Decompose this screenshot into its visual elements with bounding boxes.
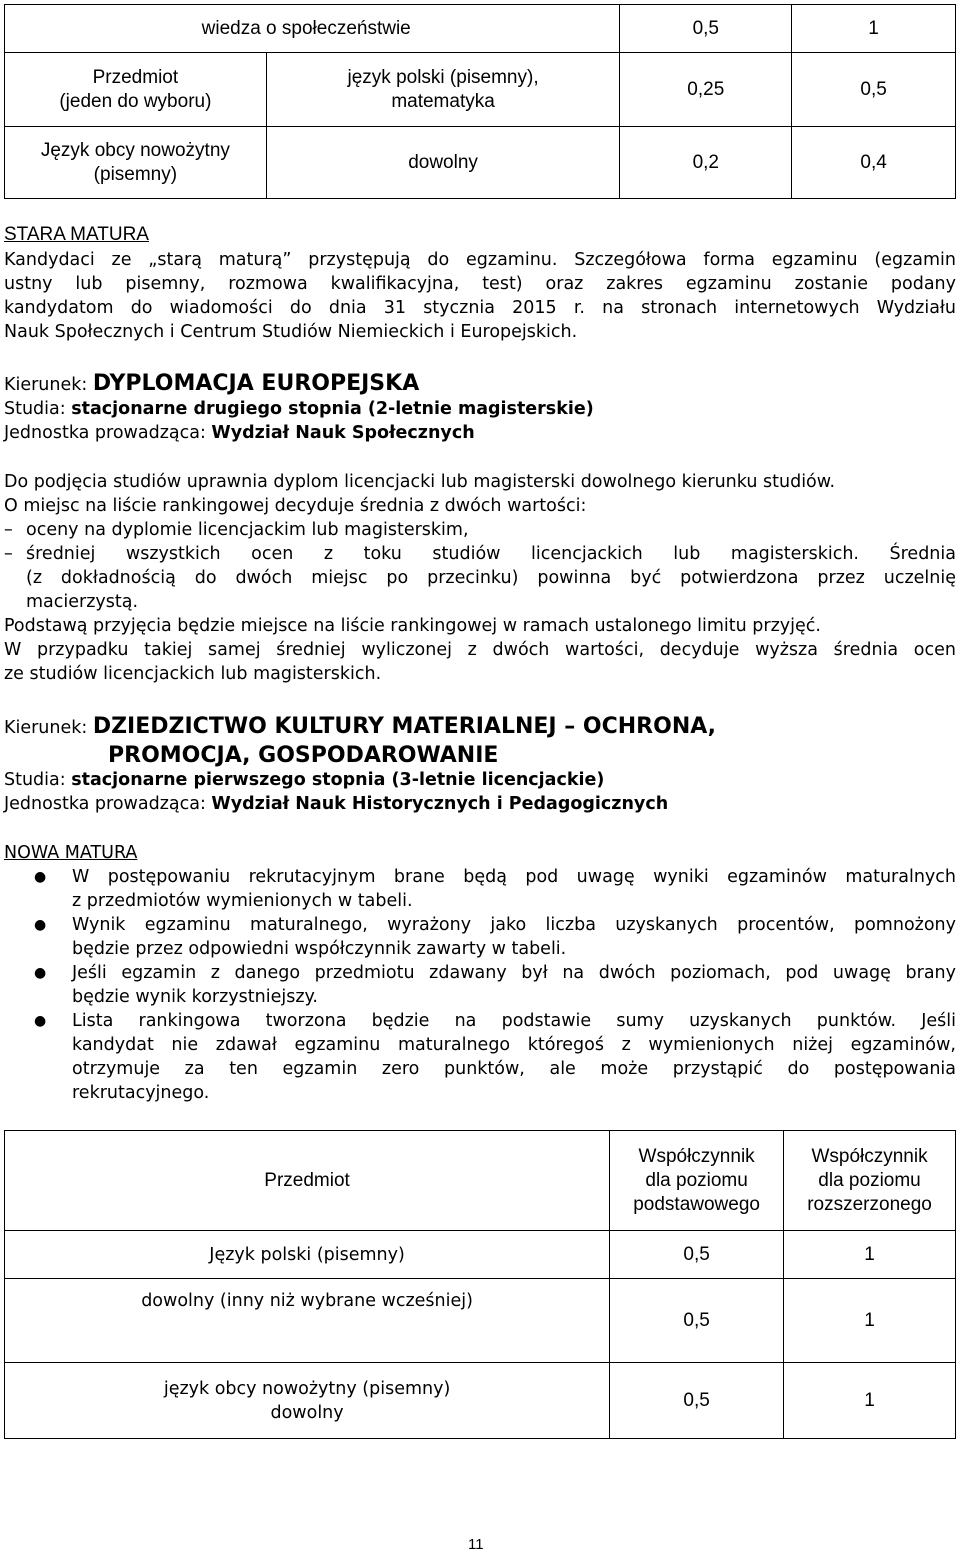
kierunek-value-line2: PROMOCJA, GOSPODAROWANIE	[108, 743, 499, 768]
dash-item	[4, 542, 956, 614]
text-line: będzie przez odpowiedni współczynnik zawarty w tabeli.	[72, 939, 567, 959]
table-row	[5, 1231, 956, 1279]
jednostka-value: Wydział Nauk Historycznych i Pedagogicznych	[211, 794, 669, 814]
list-item	[0, 1009, 956, 1105]
dash-marker: –	[4, 520, 13, 540]
text-line: O miejsc na liście rankingowej decyduje średnia z dwóch wartości:	[4, 496, 587, 516]
table-cell: 0,4	[792, 127, 956, 199]
stara-matura-paragraph	[4, 248, 956, 344]
table-cell: 0,2	[620, 127, 792, 199]
studia-label: Studia:	[4, 770, 72, 790]
dash-marker: –	[4, 544, 13, 564]
stara-matura-heading: STARA MATURA	[4, 224, 149, 245]
table-row	[5, 127, 956, 199]
text-line: otrzymuje za ten egzamin zero punktów, ale może przystąpić do postępowania	[72, 1059, 956, 1079]
table-cell: 1	[792, 5, 956, 53]
jednostka-dziedzictwo	[4, 792, 668, 816]
text-line: Nauk Społecznych i Centrum Studiów Niemieckich i Europejskich.	[4, 322, 578, 342]
table-row	[5, 1363, 956, 1439]
table-cell: 1	[784, 1231, 956, 1279]
text-line: z przedmiotów wymienionych w tabeli.	[72, 891, 413, 911]
table-cell: 0,5	[610, 1363, 784, 1439]
list-item	[0, 961, 956, 1009]
kierunek-label: Kierunek:	[4, 718, 93, 738]
dyplomacja-body	[4, 470, 956, 686]
list-item	[0, 913, 956, 961]
table-cell: 0,5	[620, 5, 792, 53]
table-cell: dowolny (inny niż wybrane wcześniej)	[5, 1279, 610, 1363]
text-line: Kandydaci ze „starą maturą” przystępują do egzaminu. Szczegółowa forma egzaminu (egzamin	[4, 250, 956, 270]
dash-text: oceny na dyplomie licencjackim lub magisterskim,	[26, 520, 469, 540]
list-item	[0, 865, 956, 913]
nowa-matura-list	[0, 865, 956, 1105]
bullet-icon: ●	[34, 917, 47, 933]
nowa-matura-heading: NOWA MATURA	[4, 843, 138, 863]
table-cell: dowolny	[266, 127, 620, 199]
table-cell: 0,5	[792, 53, 956, 127]
text-line: Do podjęcia studiów uprawnia dyplom licencjacki lub magisterski dowolnego kierunku studiów.	[4, 472, 836, 492]
text-line: (z dokładnością do dwóch miejsc po przecinku) powinna być potwierdzona przez uczelnię	[26, 568, 956, 588]
coefficient-table	[4, 1130, 956, 1439]
table-cell: Przedmiot (jeden do wyboru)	[5, 53, 267, 127]
table-cell: 0,25	[620, 53, 792, 127]
table-cell: język polski (pisemny), matematyka	[266, 53, 620, 127]
text-line: średniej wszystkich ocen z toku studiów licencjackich lub magisterskich. Średnia	[26, 544, 956, 564]
text-line: rekrutacyjnego.	[72, 1083, 210, 1103]
text-line: macierzystą.	[26, 592, 139, 612]
table-cell: 0,5	[610, 1279, 784, 1363]
text-line: W postępowaniu rekrutacyjnym brane będą pod uwagę wyniki egzaminów maturalnych	[72, 867, 956, 887]
text-line: Lista rankingowa tworzona będzie na podstawie sumy uzyskanych punktów. Jeśli	[72, 1011, 956, 1031]
column-header: Przedmiot	[5, 1131, 610, 1231]
kierunek-value: DYPLOMACJA EUROPEJSKA	[92, 371, 420, 396]
jednostka-label: Jednostka prowadząca:	[4, 423, 212, 443]
subject-name: wiedza o społeczeństwie	[201, 17, 411, 39]
text-line: będzie wynik korzystniejszy.	[72, 987, 318, 1007]
kierunek-label: Kierunek:	[4, 375, 93, 395]
table-cell: język obcy nowożytny (pisemny) dowolny	[5, 1363, 610, 1439]
text-line: Wynik egzaminu maturalnego, wyrażony jako liczba uzyskanych procentów, pomnożony	[72, 915, 956, 935]
dash-item	[4, 518, 956, 542]
table-cell	[5, 5, 620, 53]
studia-value: stacjonarne pierwszego stopnia (3-letnie licencjackie)	[71, 770, 605, 790]
table-cell: Język polski (pisemny)	[5, 1231, 610, 1279]
bullet-icon: ●	[34, 965, 47, 981]
kierunek-value: DZIEDZICTWO KULTURY MATERIALNEJ – OCHRONA,	[92, 714, 717, 739]
table-row	[5, 53, 956, 127]
text-line: Podstawą przyjęcia będzie miejsce na liście rankingowej w ramach ustalonego limitu przyjęć.	[4, 616, 821, 636]
jednostka-value: Wydział Nauk Społecznych	[211, 423, 475, 443]
text-line: ze studiów licencjackich lub magisterskich.	[4, 664, 382, 684]
bullet-icon: ●	[34, 1013, 47, 1029]
bullet-icon: ●	[34, 869, 47, 885]
text-line: kandydat nie zdawał egzaminu maturalnego któregoś z wymienionych niżej egzaminów,	[72, 1035, 956, 1055]
text-line: Jeśli egzamin z danego przedmiotu zdawany był na dwóch poziomach, pod uwagę brany	[72, 963, 956, 983]
studia-dziedzictwo	[4, 768, 604, 792]
column-header: Współczynnik dla poziomu podstawowego	[610, 1131, 784, 1231]
text-line: W przypadku takiej samej średniej wyliczonej z dwóch wartości, decyduje wyższa średnia ocen	[4, 640, 956, 660]
table-cell: 1	[784, 1279, 956, 1363]
jednostka-dyplomacja	[4, 421, 475, 445]
kierunek-dyplomacja	[4, 370, 419, 399]
text-line: ustny lub pisemny, rozmowa kwalifikacyjna, test) oraz zakres egzaminu zostanie podany	[4, 274, 956, 294]
table-cell: Język obcy nowożytny (pisemny)	[5, 127, 267, 199]
kierunek-dziedzictwo	[4, 712, 716, 743]
text-line: kandydatom do wiadomości do dnia 31 stycznia 2015 r. na stronach internetowych Wydziału	[4, 298, 956, 318]
table-row	[5, 5, 956, 53]
top-table	[4, 4, 956, 199]
studia-dyplomacja	[4, 397, 594, 421]
jednostka-label: Jednostka prowadząca:	[4, 794, 212, 814]
table-row	[5, 1279, 956, 1363]
column-header: Współczynnik dla poziomu rozszerzonego	[784, 1131, 956, 1231]
table-cell: 1	[784, 1363, 956, 1439]
studia-label: Studia:	[4, 399, 72, 419]
table-header-row	[5, 1131, 956, 1231]
studia-value: stacjonarne drugiego stopnia (2-letnie magisterskie)	[71, 399, 594, 419]
table-cell: 0,5	[610, 1231, 784, 1279]
page-number: 11	[468, 1536, 484, 1553]
